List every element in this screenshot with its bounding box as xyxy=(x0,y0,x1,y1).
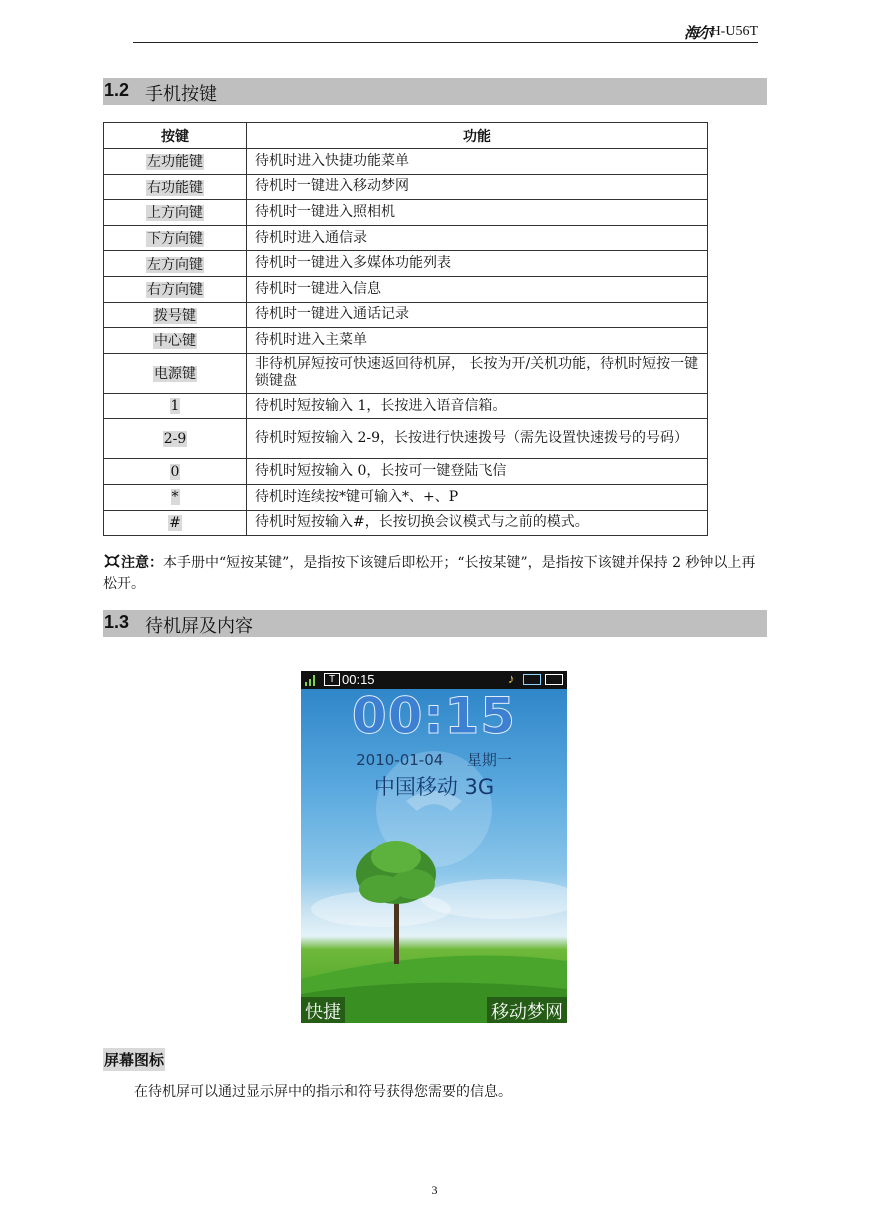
key-function: 待机时一键进入多媒体功能列表 xyxy=(247,251,708,277)
key-name: * xyxy=(171,489,179,506)
note-text: 本手册中“短按某键”，是指按下该键后即松开；“长按某键”，是指按下该键并保持 2 秒钟以上再松开。 xyxy=(103,555,756,592)
key-name: 1 xyxy=(170,398,180,415)
key-name: 中心键 xyxy=(154,333,196,350)
weekday-text: 星期一 xyxy=(466,751,512,769)
key-name: 2-9 xyxy=(163,430,187,447)
body-paragraph: 在待机屏可以通过显示屏中的指示和符号获得您需要的信息。 xyxy=(134,1084,512,1100)
key-function: 待机时连续按*键可输入*、+、P xyxy=(247,484,708,510)
key-name: # xyxy=(169,514,181,531)
left-soft-key[interactable]: 快捷 xyxy=(301,997,345,1023)
table-row xyxy=(104,276,708,302)
key-function: 待机时短按输入 2-9，长按进行快速拨号（需先设置快速拨号的号码） xyxy=(247,419,708,459)
table-row xyxy=(104,149,708,175)
key-function: 待机时一键进入移动梦网 xyxy=(247,174,708,200)
section-heading-keys xyxy=(103,78,767,105)
key-name: 左功能键 xyxy=(147,154,203,171)
section-title: 手机按键 xyxy=(145,84,217,105)
key-function: 待机时进入快捷功能菜单 xyxy=(247,149,708,175)
key-function: 待机时一键进入信息 xyxy=(247,276,708,302)
key-function: 非待机屏短按可快速返回待机屏， 长按为开/关机功能，待机时短按一键锁键盘 xyxy=(247,353,708,393)
table-row xyxy=(104,174,708,200)
key-name: 上方向键 xyxy=(147,205,203,222)
note-paragraph xyxy=(103,553,767,595)
key-function: 待机时一键进入照相机 xyxy=(247,200,708,226)
table-row xyxy=(104,393,708,419)
page-header xyxy=(133,20,758,43)
note-label: 注意： xyxy=(121,555,163,571)
section-title: 待机屏及内容 xyxy=(145,616,253,637)
keys-table xyxy=(103,122,708,536)
table-row xyxy=(104,200,708,226)
subheading-screen-icons: 屏幕图标 xyxy=(103,1048,165,1071)
key-name: 左方向键 xyxy=(147,256,203,273)
battery-icon xyxy=(545,674,563,685)
music-icon: ♪ xyxy=(508,671,515,686)
key-function: 待机时短按输入 0，长按可一键登陆飞信 xyxy=(247,459,708,485)
brand-logo: 海尔 xyxy=(683,24,712,42)
status-time: 00:15 xyxy=(342,672,375,687)
carrier-name: 中国移动 3G xyxy=(373,775,495,799)
table-row xyxy=(104,328,708,354)
key-name: 0 xyxy=(170,463,180,480)
key-name: 下方向键 xyxy=(147,231,203,248)
column-header-key: 按键 xyxy=(104,123,247,149)
key-name: 拨号键 xyxy=(154,307,196,324)
table-row xyxy=(104,484,708,510)
warning-icon xyxy=(103,554,121,568)
key-name: 电源键 xyxy=(154,366,196,383)
right-soft-key[interactable]: 移动梦网 xyxy=(487,997,567,1023)
date-text: 2010-01-04 xyxy=(356,751,444,769)
table-row xyxy=(104,510,708,536)
section-number: 1.2 xyxy=(104,80,130,100)
key-function: 待机时一键进入通话记录 xyxy=(247,302,708,328)
table-row xyxy=(104,419,708,459)
key-function: 待机时进入主菜单 xyxy=(247,328,708,354)
table-row xyxy=(104,225,708,251)
table-row xyxy=(104,459,708,485)
standby-screen-image xyxy=(301,671,567,1023)
key-function: 待机时短按输入#，长按切换会议模式与之前的模式。 xyxy=(247,510,708,536)
clock-display: 00:15 xyxy=(351,687,517,745)
table-row xyxy=(104,251,708,277)
table-row xyxy=(104,353,708,393)
key-name: 右方向键 xyxy=(147,282,203,299)
model-name: H-U56T xyxy=(710,24,758,39)
td-network-icon: T xyxy=(324,673,340,686)
table-header-row xyxy=(104,123,708,149)
page-number: 3 xyxy=(431,1183,438,1197)
key-function: 待机时进入通信录 xyxy=(247,225,708,251)
table-row xyxy=(104,302,708,328)
key-name: 右功能键 xyxy=(147,179,203,196)
date-line xyxy=(301,749,567,770)
key-function: 待机时短按输入 1，长按进入语音信箱。 xyxy=(247,393,708,419)
message-icon xyxy=(523,674,541,685)
section-heading-standby xyxy=(103,610,767,637)
section-number: 1.3 xyxy=(104,612,130,632)
column-header-function: 功能 xyxy=(247,123,708,149)
